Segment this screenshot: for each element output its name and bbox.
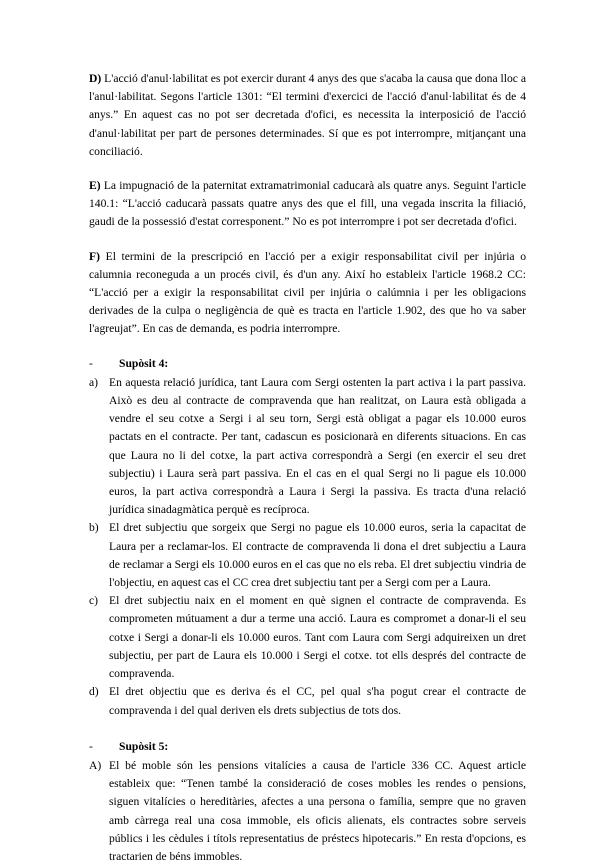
list-item-text: El dret objectiu que es deriva és el CC, pel qual s'ha pogut crear el contracte de compravenda i del qual deriven els drets subjectius de tots dos. [109,685,526,717]
list-item-text: El bé moble són les pensions vitalícies a causa de l'article 336 CC. Aquest article estableix que: “Tenen també la consideració de coses mobles les rendes o pensions, siguen vitalícies o hereditàries, afectes a una persona o família, sempre que no graven amb càrrega real una cosa immoble, els oficis alienats, els contractes sobre serveis públics i les cèdules i títols representatius de préstecs hipotecaris.” En resta d'opcions, es tractarien de béns immobles. [109,758,526,863]
paragraph-d [89,70,526,161]
list-item-marker: d) [89,685,99,699]
paragraph-e-label: E) [89,179,101,193]
section-spacer [89,720,526,738]
paragraph-f-label: F) [89,249,100,263]
suposit-4-heading [89,355,526,373]
document-body [89,70,526,866]
paragraph-f-text: El termini de la prescripció en l'acció per a exigir responsabilitat civil per injúria o calumnia reconeguda a un procés civil, és d'un any. Així ho estableix l'article 1968.2 CC: “L'acció per a exigir la responsabilitat civil per injúria o calúmnia i per les obligacions derivades de la culpa o negligència de què es tracta en l'article 1.902, des que ho va saber l'agreujat”. En cas de demanda, es podria interrompre. [89,249,527,336]
paragraph-d-label: D) [89,72,102,85]
list-item-text: El dret subjectiu que sorgeix que Sergi no pague els 10.000 euros, seria la capacitat de Laura per a reclamar-los. El contracte de compravenda li dona el dret subjectiu a Laura de reclamar a Sergi els 10.000 euros en el cas que no els reba. El dret subjectiu vindria de l'objectiu, en aquest cas el CC crea dret subjectiu tant per a Sergi com per a Laura. [109,521,526,590]
paragraph-d-text: L'acció d'anul·labilitat es pot exercir durant 4 anys des que s'acaba la causa que dona lloc a l'anul·labilitat. Segons l'article 1301: “El termini d'exercici de l'acció d'anul·labilitat és de 4 anys.” En aquest cas no pot ser decretada d'ofici, es necessita la interposició de l'acció d'anul·labilitat per part de persones determinades. Sí que es pot interrompre, mitjançant una conciliació. [89,72,526,158]
suposit-5-list [89,757,526,866]
list-item [89,683,526,719]
list-item-marker: A) [89,758,102,772]
list-item-marker: c) [89,594,99,608]
suposit-5-heading [89,738,526,756]
list-item [89,374,526,520]
paragraph-f [89,248,526,339]
list-item-text: El dret subjectiu naix en el moment en què signen el contracte de compravenda. Es comprometen mútuament a dur a terme una acció. Laura es compromet a donar-li el seu cotxe i Sergi a donar-li els 10.000 euros. Tant com Laura com Sergi adquireixen un dret subjectiu, per part de Laura els 10.000 i Sergi el cotxe. tot ells després del contracte de compravenda. [109,594,526,681]
suposit-4-list [89,374,526,720]
list-item [89,757,526,866]
paragraph-e-text: La impugnació de la paternitat extramatrimonial caducarà als quatre anys. Seguint l'article 140.1: “L'acció caducarà passats quatre anys des que el fill, una vegada inscrita la filiació, gaudi de la possessió d'estat corresponent.” No es pot interrompre i pot ser decretada d'ofici. [89,179,526,229]
list-item-marker: a) [89,375,99,389]
suposit-5-dash: - [89,739,93,753]
paragraph-e [89,177,526,232]
suposit-4-title: Supòsit 4: [119,356,169,370]
list-item [89,519,526,592]
list-item [89,592,526,683]
suposit-4-dash: - [89,356,93,370]
list-item-marker: b) [89,521,99,535]
suposit-5-title: Supòsit 5: [119,739,169,753]
list-item-text: En aquesta relació jurídica, tant Laura com Sergi ostenten la part activa i la part passiva. Això es deu al contracte de compravenda que han realitzat, on Laura està obligada a vendre el seu cotxe a Sergi i al seu torn, Sergi està obligat a pagar els 10.000 euros pactats en el contracte. Per tant, cadascun es posicionarà en diferents situacions. En cas que Laura no li del cotxe, la part activa correspondrà a Sergi (en exercir el seu dret subjectiu) i Laura serà part passiva. En el cas en el qual Sergi no li pague els 10.000 euros, la part activa correspondrà a Laura i Sergi la passiva. Es tracta d'una relació jurídica sinadagmàtica perquè es recíproca. [109,375,526,517]
